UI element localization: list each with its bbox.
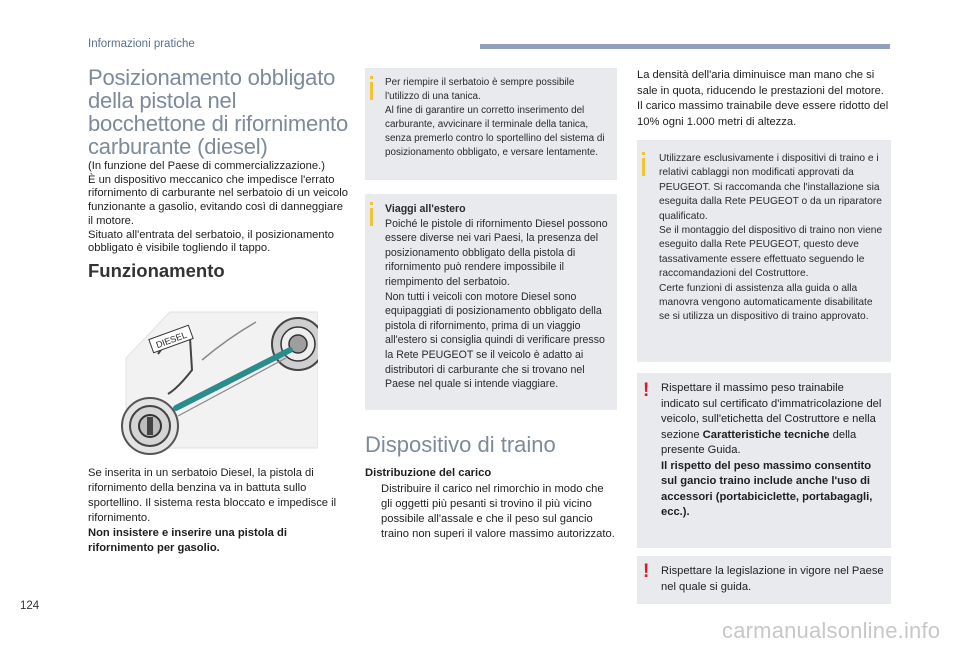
warning-peso-text: Rispettare il massimo peso trainabile indicato sul certificato d'immatricolazione del veicolo, sull'etichetta del Costruttore e nella sezione Caratteristiche tecniche della presente Guida. — [661, 382, 882, 456]
section-title-traino: Dispositivo di traino — [365, 432, 556, 457]
warning-box-peso — [637, 373, 891, 548]
info-viaggi-line-2: Non tutti i veicoli con motore Diesel sono equipaggiati di posizionamento obbligato della pistola di rifornimento, prima di un viaggio all'estero si consiglia quindi di verificare presso la Rete PEUGEOT se il veicolo è adatto ai distributori di carburante che si trovano nel Paese nel quale si intende viaggiare. — [385, 290, 605, 391]
info-traino-line-1: Utilizzare esclusivamente i dispositivi di traino e i relativi cablaggi non modificati approvati da PEUGEOT. Si raccomanda che l'installazione sia eseguita dalla Rete PEUGEOT o da un riparatore qualificato. — [659, 153, 882, 222]
page-number: 124 — [20, 600, 40, 612]
warning-icon: ! — [643, 561, 650, 582]
altitude-paragraph: La densità dell'aria diminuisce man mano che si sale in quota, riducendo le prestazioni del motore. Il carico massimo trainabile deve essere ridotto del 10% ogni 1.000 metri di altezza. — [637, 69, 889, 128]
section-title-fuel-inhibitor: Posizionamento obbligato della pistola nel bocchettone di rifornimento carburante (diesel) — [88, 65, 348, 159]
heading-funzionamento: Funzionamento — [88, 260, 225, 281]
info-box-dispositivi-traino — [637, 140, 891, 362]
intro-line-1: (In funzione del Paese di commercializzazione.) — [88, 160, 325, 172]
info-viaggi-title: Viaggi all'estero — [385, 203, 466, 215]
warning-box-legislazione — [637, 556, 891, 604]
svg-text:DIESEL: DIESEL — [154, 329, 189, 351]
info-traino-line-3: Certe funzioni di assistenza alla guida o alla manovra vengono automaticamente disabilitate se si utilizza un dispositivo di traino approvato. — [659, 282, 873, 323]
subheading-distribuzione: Distribuzione del carico — [365, 467, 492, 479]
info-icon — [370, 82, 373, 100]
info-box-tanica — [365, 68, 617, 180]
diesel-filler-illustration — [118, 298, 318, 460]
warning-peso-bold: Il rispetto del peso massimo consentito sul gancio traino include anche l'uso di accessori (portabiciclette, portabagagli, ecc.). — [661, 459, 873, 518]
info-box-viaggi-estero — [365, 194, 617, 410]
warning-icon: ! — [643, 380, 650, 401]
fuel-cap-icon — [122, 398, 178, 454]
info-icon — [370, 208, 373, 226]
info-tanica-line-1: Per riempire il serbatoio è sempre possibile l'utilizzo di una tanica. — [385, 77, 575, 103]
funzionamento-text: Se inserita in un serbatoio Diesel, la pistola di rifornimento della benzina va in battuta sullo sportellino. Il sistema resta bloccato e impedisce il rifornimento. — [88, 467, 337, 524]
info-tanica-line-2: Al fine di garantire un corretto inserimento del carburante, avvicinare il terminale della tanica, senza premerlo contro lo sportellino del sistema di posizionamento obbligato, e versare lentamente. — [385, 105, 605, 159]
funzionamento-body — [88, 466, 353, 555]
intro-line-2: È un dispositivo meccanico che impedisce l'errato rifornimento di carburante nel serbatoio di un veicolo funzionante a gasolio, evitando così di danneggiare il motore. — [88, 173, 348, 227]
info-icon — [642, 158, 645, 176]
warning-legislazione-text: Rispettare la legislazione in vigore nel Paese nel quale si guida. — [661, 565, 884, 593]
watermark: carmanualsonline.info — [722, 618, 941, 643]
header-accent-bar — [480, 44, 890, 49]
intro-text — [88, 160, 350, 256]
info-viaggi-line-1: Poiché le pistole di rifornimento Diesel possono essere diverse nei vari Paesi, la presenza del posizionamento obbligato della pistola di rifornimento può rendere impossibile il riempimento del serbatoio. — [385, 217, 608, 288]
section-header: Informazioni pratiche — [88, 38, 195, 50]
intro-line-3: Situato all'entrata del serbatoio, il posizionamento obbligato è visibile togliendo il tappo. — [88, 228, 334, 255]
info-traino-line-2: Se il montaggio del dispositivo di traino non viene eseguito dalla Rete PEUGEOT, questo deve tassativamente essere effettuato seguendo le raccomandazioni del Costruttore. — [659, 225, 883, 280]
bullet-text: Distribuire il carico nel rimorchio in modo che gli oggetti più pesanti si trovino il più vicino possibile all'assale e che il peso sul gancio traino non superi il valore massimo autorizzato. — [381, 483, 615, 540]
funzionamento-warning: Non insistere e inserire una pistola di rifornimento per gasolio. — [88, 526, 287, 554]
